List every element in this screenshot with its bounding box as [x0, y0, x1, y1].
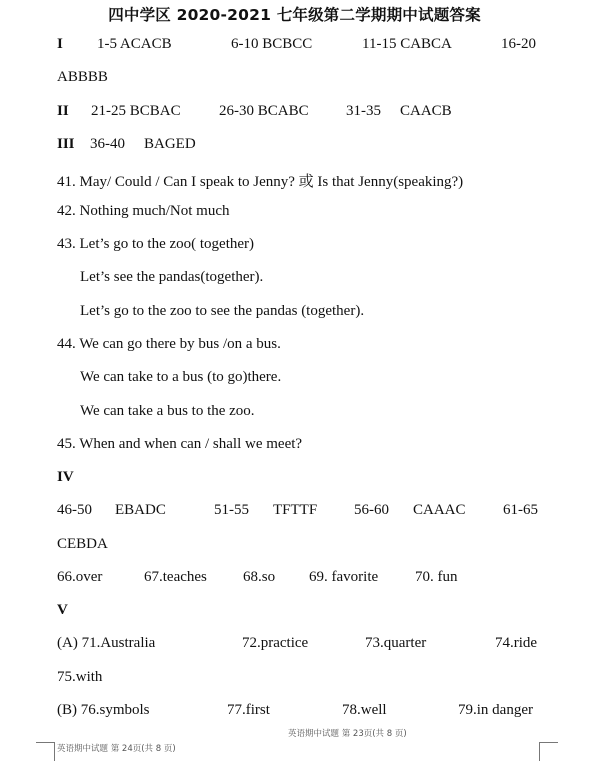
crop-mark [36, 742, 55, 761]
answer-group: BAGED [144, 136, 196, 152]
answer-group: 11-15 CABCA [362, 36, 452, 52]
section-4-row-2 [57, 569, 477, 589]
section-5-numeral: V [57, 602, 68, 618]
answer-group: 16-20 [501, 36, 536, 52]
answer-43-alt-1: Let’s see the pandas(together). [80, 269, 264, 285]
section-2-numeral: II [57, 103, 69, 119]
answer-word: 68.so [243, 569, 276, 585]
section-4-continuation: CEBDA [57, 536, 108, 552]
answer-word: 72.practice [242, 635, 309, 651]
page-footer-center: 英语期中试题 第 23页(共 8 页) [288, 729, 407, 739]
answer-word: (A) 71.Australia [57, 635, 156, 651]
answer-group: 6-10 BCBCC [231, 36, 313, 52]
answer-group: CAACB [400, 103, 452, 119]
answer-45: 45. When and when can / shall we meet? [57, 436, 303, 452]
answer-word: 74.ride [495, 635, 538, 651]
section-5-row-a [57, 635, 542, 655]
page-footer-left: 英语期中试题 第 24页(共 8 页) [57, 744, 176, 754]
answer-word: 78.well [342, 702, 387, 718]
section-1-numeral: I [57, 36, 63, 52]
section-5-row-b [57, 702, 542, 722]
section-1-continuation: ABBBB [57, 69, 108, 85]
answer-42: 42. Nothing much/Not much [57, 203, 230, 219]
answer-word: 69. favorite [309, 569, 379, 585]
section-5-continuation: 75.with [57, 669, 103, 685]
answer-41: 41. May/ Could / Can I speak to Jenny? 或 Is that Jenny(speaking?) [57, 174, 464, 190]
answer-word: 73.quarter [365, 635, 427, 651]
answer-word: 77.first [227, 702, 270, 718]
answer-group: 21-25 BCBAC [91, 103, 181, 119]
answer-group: EBADC [115, 502, 166, 518]
answer-43: 43. Let’s go to the zoo( together) [57, 236, 255, 252]
answer-word: (B) 76.symbols [57, 702, 150, 718]
answer-word: 70. fun [415, 569, 458, 585]
answer-range: 51-55 [214, 502, 249, 518]
answer-group: 1-5 ACACB [97, 36, 172, 52]
answer-word: 67.teaches [144, 569, 207, 585]
answer-word: 66.over [57, 569, 103, 585]
answer-group: CAAAC [413, 502, 466, 518]
section-4-row-1 [57, 502, 547, 522]
crop-mark [539, 742, 558, 761]
answer-group: 31-35 [346, 103, 381, 119]
section-4-numeral: IV [57, 469, 74, 485]
section-3-row [57, 136, 257, 156]
answer-43-alt-2: Let’s go to the zoo to see the pandas (together). [80, 303, 365, 319]
answer-range: 46-50 [57, 502, 92, 518]
answer-44-alt-1: We can take to a bus (to go)there. [80, 369, 282, 385]
page-title: 四中学区 2020-2021 七年级第二学期期中试题答案 [108, 6, 481, 24]
answer-range: 56-60 [354, 502, 389, 518]
section-3-numeral: III [57, 136, 75, 152]
answer-word: 79.in danger [458, 702, 533, 718]
answer-group: TFTTF [273, 502, 318, 518]
answer-range: 61-65 [503, 502, 538, 518]
answer-range: 36-40 [90, 136, 125, 152]
answer-group: 26-30 BCABC [219, 103, 309, 119]
answer-44-alt-2: We can take a bus to the zoo. [80, 403, 255, 419]
section-2-row [57, 103, 497, 123]
answer-44: 44. We can go there by bus /on a bus. [57, 336, 281, 352]
section-1-row [57, 36, 547, 56]
